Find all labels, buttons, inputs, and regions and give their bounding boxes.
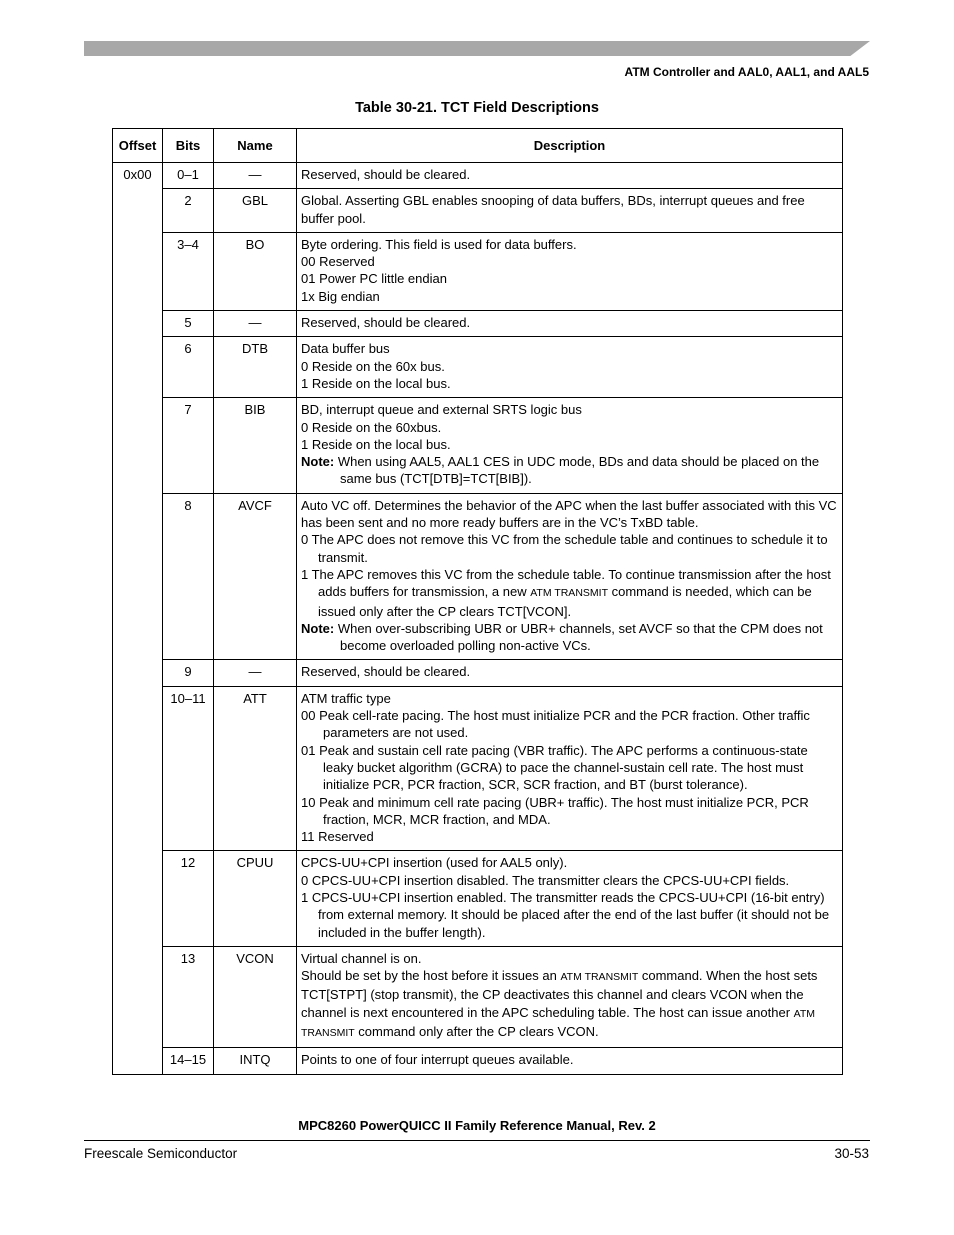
name-cell: AVCF bbox=[214, 493, 297, 660]
table-row bbox=[113, 398, 843, 493]
description-cell bbox=[297, 946, 843, 1047]
description-text: 0 Reside on the 60x bus. bbox=[301, 358, 445, 374]
description-line bbox=[301, 166, 838, 183]
description-line bbox=[301, 236, 838, 253]
description-cell bbox=[297, 163, 843, 189]
bits-cell: 9 bbox=[163, 660, 214, 686]
description-cell bbox=[297, 337, 843, 398]
table-row bbox=[113, 232, 843, 310]
column-header-bits: Bits bbox=[163, 129, 214, 163]
description-line bbox=[301, 375, 838, 392]
command-name: ATM TRANSMIT bbox=[301, 1007, 816, 1040]
description-text: 00 Peak cell-rate pacing. The host must initialize PCR and the PCR fraction. Other traffic parameters are not used. bbox=[301, 708, 810, 741]
description-text: Byte ordering. This field is used for data buffers. bbox=[301, 236, 577, 252]
description-text: 1 CPCS-UU+CPI insertion enabled. The transmitter reads the CPCS-UU+CPI (16-bit entry) from external memory. It should be placed after the end of the last buffer (it should not be included in the buffer length). bbox=[301, 889, 830, 940]
bits-cell: 6 bbox=[163, 337, 214, 398]
table-row bbox=[113, 189, 843, 233]
name-cell: — bbox=[214, 163, 297, 189]
table-caption: Table 30-21. TCT Field Descriptions bbox=[355, 100, 599, 116]
name-cell: BO bbox=[214, 232, 297, 310]
command-name: ATM TRANSMIT bbox=[530, 587, 608, 600]
description-list-item bbox=[301, 889, 838, 941]
description-text: 0 The APC does not remove this VC from the schedule table and continues to schedule it to transmit. bbox=[301, 532, 828, 565]
description-text: BD, interrupt queue and external SRTS logic bus bbox=[301, 402, 582, 418]
bits-cell: 8 bbox=[163, 493, 214, 660]
offset-cell: 0x00 bbox=[113, 163, 163, 1075]
description-text: 0 Reside on the 60xbus. bbox=[301, 419, 442, 435]
description-cell bbox=[297, 686, 843, 851]
description-text: Reserved, should be cleared. bbox=[301, 167, 471, 182]
description-line bbox=[301, 401, 838, 418]
description-text: Virtual channel is on. bbox=[301, 950, 422, 966]
description-cell bbox=[297, 189, 843, 233]
note-text: When using AAL5, AAL1 CES in UDC mode, BDs and data should be placed on the same bus (TCT[DTB]=TCT[BIB]). bbox=[334, 454, 820, 487]
bits-cell: 3–4 bbox=[163, 232, 214, 310]
description-line bbox=[301, 967, 838, 1042]
description-text: 01 Power PC little endian bbox=[301, 271, 447, 287]
description-line bbox=[301, 192, 838, 227]
table-row bbox=[113, 686, 843, 851]
description-text: 1x Big endian bbox=[301, 288, 380, 304]
description-line bbox=[301, 663, 838, 680]
description-text: Reserved, should be cleared. bbox=[301, 664, 471, 680]
description-cell bbox=[297, 493, 843, 660]
table-body bbox=[113, 163, 843, 1075]
bits-cell: 0–1 bbox=[163, 163, 214, 189]
note-text: When over-subscribing UBR or UBR+ channels, set AVCF so that the CPM does not become overloaded polling non-active VCs. bbox=[334, 620, 823, 654]
name-cell: — bbox=[214, 660, 297, 686]
description-cell bbox=[297, 232, 843, 310]
column-header-description: Description bbox=[297, 129, 843, 163]
name-cell: CPUU bbox=[214, 851, 297, 946]
page-number: 30-53 bbox=[834, 1146, 869, 1161]
note-label: Note: bbox=[301, 454, 335, 470]
description-text: command is needed, which can be issued only after the CP clears TCT[VCON]. bbox=[318, 584, 812, 619]
description-line bbox=[301, 690, 838, 707]
name-cell: VCON bbox=[214, 946, 297, 1047]
description-text: 1 The APC removes this VC from the schedule table. To continue transmission after the host adds buffers for transmission, a new bbox=[301, 566, 831, 600]
description-line bbox=[301, 436, 838, 453]
description-line bbox=[301, 288, 838, 305]
bits-cell: 12 bbox=[163, 851, 214, 946]
name-cell: ATT bbox=[214, 686, 297, 851]
description-line bbox=[301, 314, 838, 331]
bits-cell: 7 bbox=[163, 398, 214, 493]
description-line bbox=[301, 419, 838, 436]
description-cell bbox=[297, 311, 843, 337]
bits-cell: 14–15 bbox=[163, 1048, 214, 1074]
description-text: Should be set by the host before it issues an bbox=[301, 968, 561, 984]
description-list-item bbox=[301, 566, 838, 620]
description-line bbox=[301, 497, 838, 532]
column-header-name: Name bbox=[214, 129, 297, 163]
manual-title: MPC8260 PowerQUICC II Family Reference Manual, Rev. 2 bbox=[298, 1118, 656, 1133]
description-text: 1 Reside on the local bus. bbox=[301, 375, 451, 391]
description-text: ATM traffic type bbox=[301, 690, 391, 706]
description-line bbox=[301, 358, 838, 375]
column-header-offset: Offset bbox=[113, 129, 163, 163]
description-list-item bbox=[301, 707, 838, 742]
description-line bbox=[301, 854, 838, 871]
description-text: Points to one of four interrupt queues available. bbox=[301, 1052, 574, 1068]
table-row bbox=[113, 163, 843, 189]
tct-field-table bbox=[112, 128, 843, 1075]
company-name: Freescale Semiconductor bbox=[84, 1146, 238, 1161]
bits-cell: 13 bbox=[163, 946, 214, 1047]
description-line bbox=[301, 950, 838, 967]
description-text: Data buffer bus bbox=[301, 341, 390, 357]
table-row bbox=[113, 660, 843, 686]
description-list-item bbox=[301, 872, 838, 889]
bits-cell: 10–11 bbox=[163, 686, 214, 851]
name-cell: GBL bbox=[214, 189, 297, 233]
description-text: 11 Reserved bbox=[301, 829, 374, 845]
note-line bbox=[301, 453, 838, 488]
description-list-item bbox=[301, 531, 838, 566]
name-cell: INTQ bbox=[214, 1048, 297, 1074]
note-line bbox=[301, 620, 838, 655]
table-row bbox=[113, 493, 843, 660]
description-text: command. When the host sets TCT[STPT] (stop transmit), the CP deactivates this channel and clears VCON when the channel is next encountered in the APC scheduling table. The host can issue another bbox=[301, 968, 818, 1020]
command-name: ATM TRANSMIT bbox=[560, 971, 639, 984]
description-line bbox=[301, 828, 838, 845]
description-text: 0 CPCS-UU+CPI insertion disabled. The transmitter clears the CPCS-UU+CPI fields. bbox=[301, 872, 790, 888]
footer-divider bbox=[84, 1140, 870, 1141]
table-row bbox=[113, 946, 843, 1047]
bits-cell: 5 bbox=[163, 311, 214, 337]
description-cell bbox=[297, 1048, 843, 1074]
description-text: command only after the CP clears VCON. bbox=[354, 1024, 599, 1040]
description-line bbox=[301, 1051, 838, 1068]
table-row bbox=[113, 1048, 843, 1074]
description-text: Reserved, should be cleared. bbox=[301, 315, 471, 331]
note-label: Note: bbox=[301, 620, 335, 636]
description-text: Auto VC off. Determines the behavior of the APC when the last buffer associated with this VC has been sent and no more ready buffers are in the VC’s TxBD table. bbox=[301, 497, 837, 531]
description-text: 1 Reside on the local bus. bbox=[301, 436, 451, 452]
header-bar bbox=[84, 41, 870, 56]
description-cell bbox=[297, 851, 843, 946]
description-list-item bbox=[301, 742, 838, 794]
description-cell bbox=[297, 660, 843, 686]
description-text: CPCS-UU+CPI insertion (used for AAL5 only). bbox=[301, 855, 568, 871]
description-list-item bbox=[301, 794, 838, 829]
description-text: 00 Reserved bbox=[301, 254, 375, 270]
description-line bbox=[301, 253, 838, 270]
description-text: 01 Peak and sustain cell rate pacing (VBR traffic). The APC performs a continuous-state leaky bucket algorithm (GCRA) to pace the channel-sustain cell rate. The host must initialize PCR, PCR fraction, SCR, SCR fraction, and BT (burst tolerance). bbox=[301, 742, 808, 793]
name-cell: BIB bbox=[214, 398, 297, 493]
bits-cell: 2 bbox=[163, 189, 214, 233]
name-cell: — bbox=[214, 311, 297, 337]
description-cell bbox=[297, 398, 843, 493]
description-line bbox=[301, 270, 838, 287]
table-row bbox=[113, 337, 843, 398]
section-title: ATM Controller and AAL0, AAL1, and AAL5 bbox=[624, 65, 869, 79]
description-line bbox=[301, 340, 838, 357]
description-text: Global. Asserting GBL enables snooping of data buffers, BDs, interrupt queues and free buffer pool. bbox=[301, 193, 805, 226]
name-cell: DTB bbox=[214, 337, 297, 398]
table-row bbox=[113, 311, 843, 337]
table-row bbox=[113, 851, 843, 946]
table-header-row bbox=[113, 129, 843, 163]
description-text: 10 Peak and minimum cell rate pacing (UBR+ traffic). The host must initialize PCR, PCR fraction, MCR, MCR fraction, and MDA. bbox=[301, 794, 809, 827]
